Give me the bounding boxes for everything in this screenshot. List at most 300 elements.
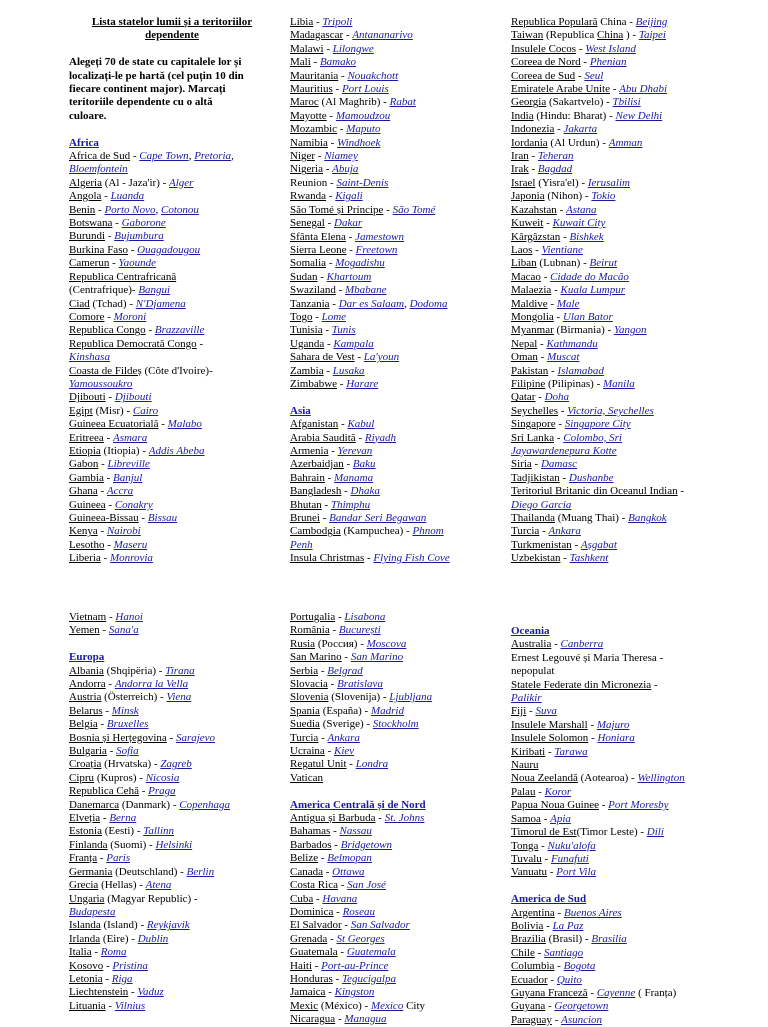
country-link[interactable]: Mauritania <box>290 69 339 82</box>
capital-link[interactable]: Windhoek <box>337 136 381 149</box>
capital-link[interactable]: Ierusalim <box>587 176 630 189</box>
capital-link[interactable]: Dodoma <box>409 297 448 310</box>
country-link[interactable]: Teritoriul Britanic din Oceanul Indian <box>511 485 678 498</box>
capital-link[interactable]: Minsk <box>111 704 139 717</box>
capital-link[interactable]: Madrid <box>370 704 404 717</box>
country-link[interactable]: Seychelles <box>511 404 559 417</box>
section-heading[interactable]: Africa <box>69 136 99 149</box>
country-link[interactable]: San Marino <box>290 651 342 664</box>
capital-link[interactable]: Mogadishu <box>335 257 385 270</box>
country-link[interactable]: Guineea <box>69 498 106 511</box>
country-link[interactable]: Senegal <box>290 217 325 230</box>
capital-link[interactable]: Kigali <box>335 190 363 203</box>
country-link[interactable]: Cuba <box>290 892 314 905</box>
country-link[interactable]: Kuweit <box>511 217 544 230</box>
capital-link[interactable]: Majuro <box>596 718 630 731</box>
country-link[interactable]: Timorul de Est <box>511 826 577 839</box>
capital-link[interactable]: Paris <box>106 852 131 865</box>
capital-link[interactable]: Tbilisi <box>612 96 641 109</box>
country-link[interactable]: Brunei <box>290 512 320 525</box>
capital-link[interactable]: Palikir <box>511 692 542 705</box>
capital-link[interactable]: Beijing <box>635 16 668 28</box>
capital-link[interactable]: Stockholm <box>372 718 419 731</box>
section-heading[interactable]: America de Sud <box>511 893 587 906</box>
capital-link[interactable]: Hanoi <box>115 611 143 623</box>
capital-link[interactable]: Jayawardenepura Kotte <box>511 445 617 457</box>
capital-link[interactable]: Viena <box>166 691 192 704</box>
capital-link[interactable]: Porto Novo <box>104 203 156 216</box>
capital-link[interactable]: Nouakchott <box>347 69 399 82</box>
country-link[interactable]: India <box>511 109 534 122</box>
country-link[interactable]: Niger <box>290 150 316 163</box>
capital-link[interactable]: Dhaka <box>350 485 380 498</box>
capital-link[interactable]: Abu Dhabi <box>619 83 668 96</box>
country-link[interactable]: Qatar <box>511 391 536 404</box>
country-link[interactable]: Arabia Saudită <box>290 431 356 444</box>
country-link[interactable]: Guatemala <box>290 946 338 959</box>
country-link[interactable]: China <box>596 29 624 42</box>
country-link[interactable]: Madagascar <box>290 29 344 42</box>
capital-link[interactable]: Freetown <box>355 243 398 256</box>
country-link[interactable]: Grenada <box>290 932 328 945</box>
capital-link[interactable]: Belmopan <box>327 852 372 865</box>
capital-link[interactable]: Ulan Bator <box>562 310 613 323</box>
country-link[interactable]: Tadjikistan <box>511 471 560 484</box>
capital-link[interactable]: Manama <box>334 471 374 484</box>
country-link[interactable]: Tuvalu <box>511 852 542 865</box>
country-link[interactable]: Columbia <box>511 960 555 973</box>
country-link[interactable]: Republica Populară <box>511 16 598 28</box>
capital-link[interactable]: St Georges <box>336 932 385 945</box>
country-link[interactable]: Vatican <box>290 771 323 784</box>
country-link[interactable]: Siria <box>511 458 532 471</box>
capital-link[interactable]: Copenhaga <box>179 798 230 811</box>
country-link[interactable]: Belgia <box>69 718 98 731</box>
country-link[interactable]: Mozambic <box>290 123 338 136</box>
country-link[interactable]: Kenya <box>69 525 98 538</box>
country-link[interactable]: Insulele Marshall <box>511 718 588 731</box>
capital-link[interactable]: Bloemfontein <box>69 163 128 176</box>
capital-link[interactable]: Tegucigalpa <box>341 972 396 985</box>
country-link[interactable]: Sfânta Elena <box>290 230 346 243</box>
capital-link[interactable]: Jamestown <box>355 230 404 243</box>
country-link[interactable]: Haiti <box>290 959 312 972</box>
country-link[interactable]: Nauru <box>511 759 539 772</box>
capital-link[interactable]: Bissau <box>147 512 178 524</box>
country-link[interactable]: Dominica <box>290 905 334 918</box>
capital-link[interactable]: Jakarta <box>563 123 598 136</box>
country-link[interactable]: Barbados <box>290 838 332 851</box>
country-link[interactable]: Uzbekistan <box>511 552 561 565</box>
capital-link[interactable]: Andorra la Vella <box>114 678 189 691</box>
capital-link[interactable]: St. Johns <box>384 812 425 825</box>
capital-link[interactable]: Tashkent <box>569 552 609 565</box>
country-link[interactable]: Serbia <box>290 664 319 677</box>
country-link[interactable]: Togo <box>290 310 313 323</box>
capital-link[interactable]: Djibouti <box>114 391 152 404</box>
capital-link[interactable]: Dublin <box>137 932 169 945</box>
country-link[interactable]: Suedia <box>290 718 320 731</box>
capital-link[interactable]: Abuja <box>332 163 359 176</box>
capital-link[interactable]: Mexico <box>370 999 404 1012</box>
capital-link[interactable]: Koror <box>544 785 572 798</box>
capital-link[interactable]: Astana <box>565 203 597 216</box>
country-link[interactable]: Noua Zeelandă <box>511 772 578 785</box>
country-link[interactable]: Coreea de Nord <box>511 56 581 69</box>
capital-link[interactable]: Bratislava <box>337 678 383 691</box>
capital-link[interactable]: Kabul <box>347 418 375 431</box>
country-link[interactable]: Guyana Franceză <box>511 986 588 999</box>
capital-link[interactable]: Maputo <box>346 123 381 136</box>
capital-link[interactable]: Ljubljana <box>389 691 433 704</box>
capital-link[interactable]: Nassau <box>339 825 372 838</box>
capital-link[interactable]: Lome <box>321 310 347 323</box>
country-link[interactable]: Afganistan <box>290 418 339 431</box>
country-link[interactable]: Zimbabwe <box>290 377 338 390</box>
country-link[interactable]: Thailanda <box>511 512 555 525</box>
country-link[interactable]: Bolivia <box>511 919 544 932</box>
country-link[interactable]: Islanda <box>69 919 101 932</box>
capital-link[interactable]: Tripoli <box>322 16 353 28</box>
capital-link[interactable]: West Island <box>585 42 636 55</box>
capital-link[interactable]: Ankara <box>548 525 581 538</box>
country-link[interactable]: Estonia <box>69 825 102 838</box>
country-link[interactable]: Insula Christmas <box>290 552 365 565</box>
country-link[interactable]: Republica Congo <box>69 324 146 337</box>
capital-link[interactable]: Taipei <box>638 29 666 42</box>
country-link[interactable]: Georgia <box>511 96 547 109</box>
country-link[interactable]: Liechtenstein <box>69 986 129 999</box>
country-link[interactable]: Guineea Ecuatorială <box>69 418 159 431</box>
capital-link[interactable]: Managua <box>344 1013 387 1026</box>
capital-link[interactable]: Canberra <box>560 638 604 651</box>
country-link[interactable]: Etiopia <box>69 444 101 457</box>
country-link[interactable]: Slovenia <box>290 691 329 704</box>
capital-link[interactable]: Vilnius <box>114 999 146 1012</box>
capital-link[interactable]: Alger <box>169 176 194 189</box>
section-heading[interactable]: Oceania <box>511 625 550 637</box>
country-link[interactable]: Filipine <box>511 377 546 390</box>
capital-link[interactable]: Dar es Salaam <box>338 297 405 310</box>
country-link[interactable]: Republica Cehă <box>69 785 139 798</box>
capital-link[interactable]: Riyadh <box>364 431 397 444</box>
capital-link[interactable]: Mbabane <box>345 284 387 297</box>
capital-link[interactable]: Funafuti <box>550 852 589 865</box>
capital-link[interactable]: Bogota <box>563 960 596 973</box>
country-link[interactable]: România <box>290 624 330 637</box>
capital-link[interactable]: Berna <box>109 812 137 825</box>
capital-link[interactable]: Zagreb <box>160 758 192 771</box>
capital-link[interactable]: Dakar <box>334 217 363 230</box>
country-link[interactable]: Macao <box>511 270 541 283</box>
country-link[interactable]: Bhutan <box>290 498 322 511</box>
capital-link[interactable]: Vientiane <box>541 243 583 256</box>
capital-link[interactable]: Bishkek <box>569 230 604 243</box>
country-link[interactable]: Bahamas <box>290 825 331 838</box>
country-link[interactable]: Mali <box>290 56 311 69</box>
capital-link[interactable]: Quito <box>556 973 582 986</box>
country-link[interactable]: El Salvador <box>290 919 342 932</box>
capital-link[interactable]: Lisabona <box>344 611 386 623</box>
capital-link[interactable]: Havana <box>322 892 358 905</box>
country-link[interactable]: Vanuatu <box>511 866 548 879</box>
country-link[interactable]: Elveția <box>69 812 101 825</box>
capital-link[interactable]: Brasilia <box>591 933 627 946</box>
capital-link[interactable]: Bangui <box>138 284 171 297</box>
country-link[interactable]: Swaziland <box>290 284 336 297</box>
country-link[interactable]: Taiwan <box>511 29 544 42</box>
capital-link[interactable]: Penh <box>290 538 313 551</box>
country-link[interactable]: Camerun <box>69 257 110 270</box>
country-link[interactable]: Jamaica <box>290 986 326 999</box>
country-link[interactable]: Costa Rica <box>290 879 338 892</box>
country-link[interactable]: Libia <box>290 16 314 28</box>
capital-link[interactable]: Santiago <box>544 946 584 959</box>
capital-link[interactable]: Sana'a <box>108 624 139 637</box>
country-link[interactable]: Indonezia <box>511 123 555 136</box>
capital-link[interactable]: Niamey <box>324 150 358 163</box>
country-link[interactable]: Slovacia <box>290 678 328 691</box>
capital-link[interactable]: Yaounde <box>118 257 156 270</box>
country-link[interactable]: Eritreea <box>69 431 104 444</box>
country-link[interactable]: Tunisia <box>290 324 323 337</box>
country-link[interactable]: Maroc <box>290 96 319 109</box>
capital-link[interactable]: Libreville <box>107 458 150 471</box>
capital-link[interactable]: Seul <box>584 69 604 82</box>
country-link[interactable]: Turcia <box>511 525 540 538</box>
country-link[interactable]: Uganda <box>290 337 325 350</box>
capital-link[interactable]: Kinshasa <box>69 351 110 364</box>
capital-link[interactable]: Așgabat <box>580 538 617 551</box>
capital-link[interactable]: Budapesta <box>69 905 116 918</box>
country-link[interactable]: Azerbaidjan <box>290 458 344 471</box>
capital-link[interactable]: Reykjavik <box>146 919 190 932</box>
country-link[interactable]: Tonga <box>511 839 539 852</box>
capital-link[interactable]: Bamako <box>319 56 356 69</box>
country-link[interactable]: Kiribati <box>511 745 546 758</box>
country-link[interactable]: Fiji <box>511 705 527 718</box>
capital-link[interactable]: Nuku'alofa <box>547 839 596 852</box>
country-link[interactable]: Irak <box>511 163 529 176</box>
country-link[interactable]: Coasta de Fildeș <box>69 364 142 377</box>
capital-link[interactable]: Cotonou <box>160 203 199 216</box>
country-link[interactable]: Angola <box>69 190 102 203</box>
capital-link[interactable]: Singapore City <box>564 418 631 431</box>
capital-link[interactable]: Nairobi <box>106 525 141 538</box>
country-link[interactable]: Regatul Unit <box>290 758 347 771</box>
capital-link[interactable]: Kuwait City <box>552 217 606 230</box>
country-link[interactable]: Bulgaria <box>69 745 107 758</box>
section-heading[interactable]: Asia <box>290 404 311 417</box>
capital-link[interactable]: Vaduz <box>137 986 164 999</box>
capital-link[interactable]: Praga <box>148 785 176 798</box>
capital-link[interactable]: Buenos Aires <box>563 906 622 919</box>
country-link[interactable]: Kârgâzstan <box>511 230 561 243</box>
capital-link[interactable]: Mamoudzou <box>335 109 391 122</box>
capital-link[interactable]: Pretoria <box>194 150 232 163</box>
capital-link[interactable]: Moroni <box>113 310 147 323</box>
country-link[interactable]: Argentina <box>511 906 555 919</box>
country-link[interactable]: Liberia <box>69 552 101 565</box>
capital-link[interactable]: Accra <box>106 485 134 498</box>
capital-link[interactable]: Ottawa <box>332 865 365 878</box>
country-link[interactable]: Portugalia <box>290 611 336 623</box>
capital-link[interactable]: Kiev <box>333 745 355 758</box>
country-link[interactable]: Nigeria <box>290 163 323 176</box>
capital-link[interactable]: Amman <box>608 136 643 149</box>
country-link[interactable]: Ciad <box>69 297 90 310</box>
capital-link[interactable]: Beirut <box>589 257 618 270</box>
capital-link[interactable]: La'youn <box>363 351 400 364</box>
country-link[interactable]: Italia <box>69 946 92 959</box>
capital-link[interactable]: Dushanbe <box>568 471 614 484</box>
country-link[interactable]: Ghana <box>69 485 98 498</box>
capital-link[interactable]: Antananarivo <box>352 29 413 42</box>
capital-link[interactable]: Bruxelles <box>106 718 149 731</box>
country-link[interactable]: Mauritius <box>290 83 333 96</box>
capital-link[interactable]: Port-au-Prince <box>321 959 389 972</box>
capital-link[interactable]: Dili <box>646 826 664 839</box>
country-link[interactable]: Kazahstan <box>511 203 557 216</box>
capital-link[interactable]: Diego Garcia <box>511 498 572 511</box>
capital-link[interactable]: Ankara <box>327 731 360 744</box>
country-link[interactable]: Austria <box>69 691 102 704</box>
country-link[interactable]: Egipt <box>69 404 93 417</box>
country-link[interactable]: Rusia <box>290 637 316 650</box>
country-link[interactable]: Croația <box>69 758 102 771</box>
country-link[interactable]: Africa de Sud <box>69 150 131 163</box>
country-link[interactable]: Lituania <box>69 999 106 1012</box>
country-link[interactable]: Singapore <box>511 418 556 431</box>
country-link[interactable]: Cipru <box>69 771 95 784</box>
country-link[interactable]: Mayotte <box>290 109 327 122</box>
country-link[interactable]: Insulele Solomon <box>511 732 589 745</box>
country-link[interactable]: Somalia <box>290 257 327 270</box>
capital-link[interactable]: Bridgetown <box>340 838 393 851</box>
capital-link[interactable]: Kingston <box>334 986 375 999</box>
section-heading[interactable]: Europa <box>69 651 105 664</box>
capital-link[interactable]: Bandar Seri Begawan <box>329 512 427 525</box>
country-link[interactable]: Honduras <box>290 972 333 985</box>
capital-link[interactable]: Damasc <box>540 458 578 471</box>
capital-link[interactable]: Banjul <box>113 471 143 484</box>
country-link[interactable]: Andorra <box>69 678 106 691</box>
country-link[interactable]: Finlanda <box>69 838 108 851</box>
capital-link[interactable]: San José <box>347 879 386 892</box>
capital-link[interactable]: Kampala <box>333 337 374 350</box>
capital-link[interactable]: Apia <box>550 812 571 825</box>
country-link[interactable]: Danemarca <box>69 798 120 811</box>
capital-link[interactable]: Sofia <box>116 745 139 758</box>
capital-link[interactable]: Phenian <box>589 56 627 69</box>
capital-link[interactable]: Manila <box>602 377 635 390</box>
country-link[interactable]: Yemen <box>69 624 100 637</box>
capital-link[interactable]: București <box>338 624 381 637</box>
capital-link[interactable]: Baku <box>352 458 376 471</box>
capital-link[interactable]: Sarajevo <box>175 731 216 744</box>
country-link[interactable]: Insulele Cocos <box>511 42 577 55</box>
capital-link[interactable]: Muscat <box>547 351 580 364</box>
capital-link[interactable]: San Salvador <box>350 919 410 932</box>
country-link[interactable]: Maldive <box>511 297 548 310</box>
country-link[interactable]: Liban <box>511 257 537 270</box>
capital-link[interactable]: Yamoussoukro <box>69 377 133 390</box>
country-link[interactable]: Belize <box>290 852 319 865</box>
country-link[interactable]: Republica Centrafricană <box>69 270 177 283</box>
country-link[interactable]: Kosovo <box>69 959 104 972</box>
country-link[interactable]: Franța <box>69 852 98 865</box>
country-link[interactable]: Nicaragua <box>290 1013 336 1026</box>
capital-link[interactable]: Georgetown <box>554 1000 609 1013</box>
country-link[interactable]: São Tomé și Príncipe <box>290 203 384 216</box>
capital-link[interactable]: Doha <box>544 391 570 404</box>
country-link[interactable]: Sri Lanka <box>511 431 555 444</box>
capital-link[interactable]: Port Vila <box>556 866 597 879</box>
capital-link[interactable]: Honiara <box>597 732 635 745</box>
country-link[interactable]: Spania <box>290 704 320 717</box>
country-link[interactable]: Chile <box>511 946 535 959</box>
capital-link[interactable]: N'Djamena <box>135 297 186 310</box>
capital-link[interactable]: Yangon <box>613 324 647 337</box>
country-link[interactable]: Pakistan <box>511 364 549 377</box>
capital-link[interactable]: Tirana <box>165 664 195 677</box>
capital-link[interactable]: Riga <box>111 972 133 985</box>
country-link[interactable]: Emiratele Arabe Unite <box>511 83 610 96</box>
capital-link[interactable]: Guatemala <box>346 946 396 959</box>
capital-link[interactable]: Malabo <box>167 418 202 431</box>
country-link[interactable]: Ucraina <box>290 745 325 758</box>
capital-link[interactable]: Yerevan <box>337 444 373 457</box>
capital-link[interactable]: Atena <box>145 879 172 892</box>
capital-link[interactable]: Conakry <box>114 498 153 511</box>
country-link[interactable]: Ungaria <box>69 892 105 905</box>
capital-link[interactable]: Port Louis <box>341 83 389 96</box>
country-link[interactable]: Djibouti <box>69 391 106 404</box>
country-link[interactable]: Zambia <box>290 364 324 377</box>
country-link[interactable]: Tanzania <box>290 297 330 310</box>
country-link[interactable]: Statele Federate din Micronezia <box>511 678 652 691</box>
country-link[interactable]: Mexic <box>290 999 319 1012</box>
country-link[interactable]: Armenia <box>290 444 329 457</box>
capital-link[interactable]: Cape Town <box>139 150 189 163</box>
capital-link[interactable]: Phnom <box>412 525 444 538</box>
country-link[interactable]: Grecia <box>69 879 99 892</box>
capital-link[interactable]: Roseau <box>342 905 375 918</box>
capital-link[interactable]: Lilongwe <box>332 42 374 55</box>
country-link[interactable]: Burundi <box>69 230 106 243</box>
country-link[interactable]: Israel <box>511 176 536 189</box>
country-link[interactable]: Gabon <box>69 458 99 471</box>
capital-link[interactable]: Pristina <box>112 959 148 972</box>
capital-link[interactable]: Bangkok <box>628 512 667 525</box>
capital-link[interactable]: Luanda <box>110 190 145 203</box>
country-link[interactable]: Irlanda <box>69 932 101 945</box>
country-link[interactable]: Laos <box>511 243 533 256</box>
country-link[interactable]: Brazilia <box>511 933 546 946</box>
country-link[interactable]: Algeria <box>69 176 102 189</box>
capital-link[interactable]: Islamabad <box>557 364 604 377</box>
country-link[interactable]: Rwanda <box>290 190 327 203</box>
country-link[interactable]: Cambodgia <box>290 525 341 538</box>
country-link[interactable]: Coreea de Sud <box>511 69 576 82</box>
capital-link[interactable]: Maseru <box>113 538 148 551</box>
country-link[interactable]: Paraguay <box>511 1013 552 1026</box>
country-link[interactable]: Malaezia <box>511 284 552 297</box>
country-link[interactable]: Papua Noua Guinee <box>511 799 599 812</box>
capital-link[interactable]: Kathmandu <box>546 337 598 350</box>
capital-link[interactable]: Tarawa <box>554 745 588 758</box>
country-link[interactable]: Ecuador <box>511 973 548 986</box>
